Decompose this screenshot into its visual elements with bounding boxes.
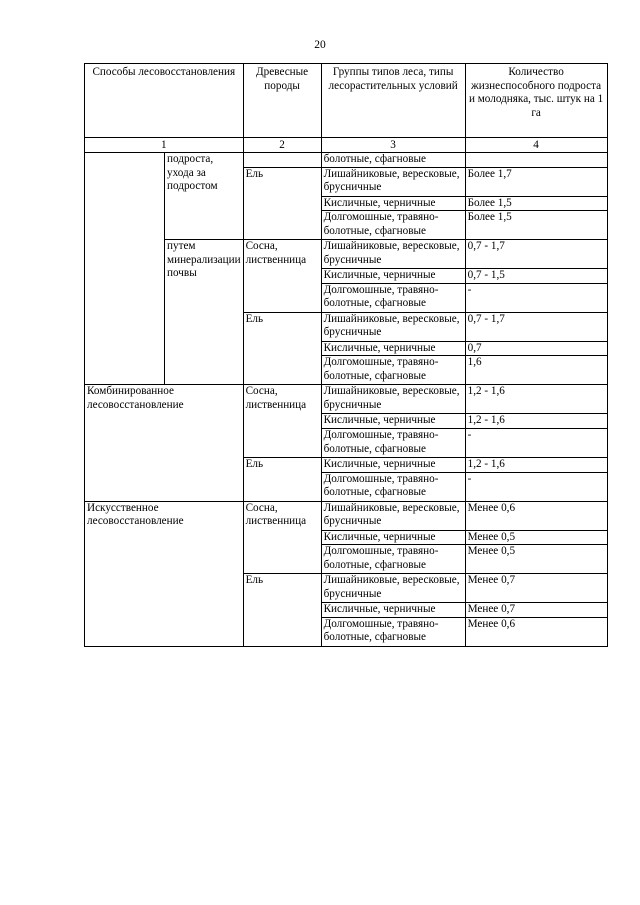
header-quantity: Количество жизнеспособного подроста и молодняка, тыс. штук на 1 га: [465, 64, 607, 138]
value-cell: 1,6: [465, 356, 607, 385]
group-cell: Долгомошные, травяно-болотные, сфагновые: [321, 472, 465, 501]
group-cell: Лишайниковые, вересковые, брусничные: [321, 385, 465, 414]
group-cell: Долгомошные, травяно-болотные, сфагновые: [321, 356, 465, 385]
column-number-row: [85, 138, 608, 153]
group-cell: Долгомошные, травяно-болотные, сфагновые: [321, 283, 465, 312]
group-cell: Лишайниковые, вересковые, брусничные: [321, 240, 465, 269]
submethod-cell: подроста, ухода за подростом: [165, 153, 244, 240]
group-cell: Кисличные, черничные: [321, 341, 465, 356]
species-cell: Ель: [243, 167, 321, 240]
group-cell: Долгомошные, травяно-болотные, сфагновые: [321, 428, 465, 457]
group-cell: Долгомошные, травяно-болотные, сфагновые: [321, 211, 465, 240]
value-cell: 0,7 - 1,5: [465, 269, 607, 284]
col-number: 3: [321, 138, 465, 153]
group-cell: болотные, сфагновые: [321, 153, 465, 168]
species-cell: [243, 153, 321, 168]
method-cell: [85, 153, 165, 385]
col-number: 1: [85, 138, 244, 153]
value-cell: Менее 0,6: [465, 617, 607, 646]
header-groups: Группы типов леса, типы лесорастительных условий: [321, 64, 465, 138]
group-cell: Кисличные, черничные: [321, 414, 465, 429]
value-cell: Менее 0,5: [465, 530, 607, 545]
value-cell: Менее 0,5: [465, 545, 607, 574]
value-cell: Менее 0,6: [465, 501, 607, 530]
group-cell: Кисличные, черничные: [321, 269, 465, 284]
col-number: 2: [243, 138, 321, 153]
forest-regeneration-table: [84, 63, 608, 647]
method-cell: Комбинированное лесовосстановление: [85, 385, 244, 501]
value-cell: 0,7: [465, 341, 607, 356]
value-cell: 1,2 - 1,6: [465, 457, 607, 472]
value-cell: 0,7 - 1,7: [465, 240, 607, 269]
submethod-cell: путем минерализации почвы: [165, 240, 244, 385]
header-species: Древесные породы: [243, 64, 321, 138]
species-cell: Ель: [243, 312, 321, 385]
group-cell: Кисличные, черничные: [321, 457, 465, 472]
table-row: [85, 153, 608, 168]
value-cell: Менее 0,7: [465, 603, 607, 618]
species-cell: Ель: [243, 457, 321, 501]
species-cell: Сосна, лиственница: [243, 240, 321, 313]
value-cell: -: [465, 428, 607, 457]
group-cell: Кисличные, черничные: [321, 603, 465, 618]
table-row: [85, 385, 608, 414]
table-row: [85, 501, 608, 530]
species-cell: Сосна, лиственница: [243, 385, 321, 458]
header-row: [85, 64, 608, 138]
value-cell: [465, 153, 607, 168]
group-cell: Долгомошные, травяно-болотные, сфагновые: [321, 617, 465, 646]
species-cell: Сосна, лиственница: [243, 501, 321, 574]
group-cell: Кисличные, черничные: [321, 530, 465, 545]
header-method: Способы лесовосстановления: [85, 64, 244, 138]
value-cell: 1,2 - 1,6: [465, 414, 607, 429]
value-cell: Менее 0,7: [465, 574, 607, 603]
group-cell: Кисличные, черничные: [321, 196, 465, 211]
value-cell: Более 1,5: [465, 211, 607, 240]
value-cell: -: [465, 472, 607, 501]
value-cell: 1,2 - 1,6: [465, 385, 607, 414]
species-cell: Ель: [243, 574, 321, 647]
value-cell: Более 1,5: [465, 196, 607, 211]
group-cell: Лишайниковые, вересковые, брусничные: [321, 312, 465, 341]
group-cell: Долгомошные, травяно-болотные, сфагновые: [321, 545, 465, 574]
group-cell: Лишайниковые, вересковые, брусничные: [321, 167, 465, 196]
value-cell: Более 1,7: [465, 167, 607, 196]
group-cell: Лишайниковые, вересковые, брусничные: [321, 574, 465, 603]
value-cell: 0,7 - 1,7: [465, 312, 607, 341]
method-cell: Искусственное лесовосстановление: [85, 501, 244, 646]
col-number: 4: [465, 138, 607, 153]
page-number: 20: [314, 39, 326, 51]
value-cell: -: [465, 283, 607, 312]
group-cell: Лишайниковые, вересковые, брусничные: [321, 501, 465, 530]
